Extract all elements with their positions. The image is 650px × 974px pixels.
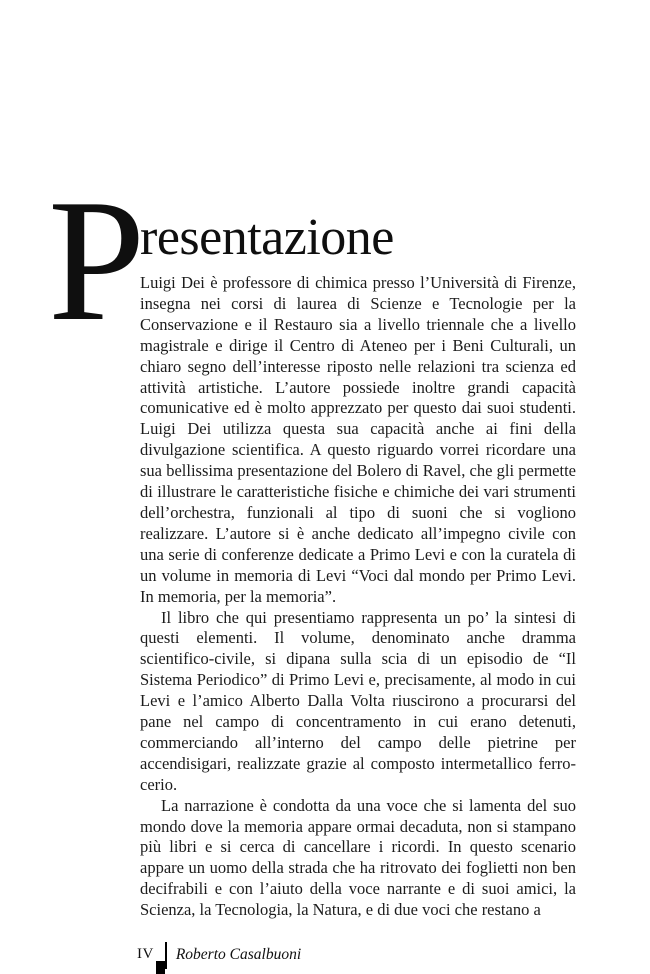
- page-title: resentazione: [140, 209, 394, 266]
- footer-bottom-bar: [156, 961, 165, 974]
- paragraph-3: La narrazione è condotta da una voce che si lamenta del suo mondo dove la memoria appare ormai decaduta, non si stampano più libri e si cerca di cancellare i ricordi. In questo scenario appare un uomo della strada che ha ritrovato dei foglietti non ben decifrabili e con l’aiuto della voce narrante e di suoi amici, la Scienza, la Tecnologia, la Natura, e di due voci che restano a: [140, 795, 576, 920]
- text-column: [140, 209, 576, 921]
- paragraph-2: Il libro che qui presentiamo rappresenta un po’ la sintesi di questi elementi. Il volume, denominato anche dramma scientifico-civile, si dipana sulla scia di un episodio de “Il Sistema Periodico” di Primo Levi e, precisamente, al modo in cui Levi e l’amico Alberto Dalla Volta riuscirono a procurarsi del pane nel campo di concentramento in cui erano detenuti, commerciando all’interno del campo delle pietrine per accendisigari, realizzate grazie al composto intermetallico ferro-cerio.: [140, 607, 576, 794]
- footer-author: Roberto Casalbuoni: [175, 946, 302, 963]
- footer-separator-rule: [165, 942, 167, 969]
- drop-cap-letter: P: [48, 163, 146, 357]
- paragraph-1: Luigi Dei è professore di chimica presso l’Università di Firenze, insegna nei corsi di laurea di Scienze e Tecnologie per la Conservazione e il Restauro sia a livello triennale che a livello magistrale e dirige il Centro di Ateneo per i Beni Culturali, un chiaro segno dell’interesse riposto nelle relazioni tra scienza ed attività artistiche. L’autore possiede inoltre grandi capacità comunicative ed è molto apprezzato per questo dai suoi studenti. Luigi Dei utilizza questa sua capacità anche ai fini della divulgazione scientifica. A questo riguardo vorrei ricordare una sua bellissima presentazione del Bolero di Ravel, che gli permette di illustrare le caratteristiche fisiche e chimiche dei vari strumenti dell’orchestra, funzionali al tipo di suoni che si vogliono realizzare. L’autore si è anche dedicato all’impegno civile con una serie di conferenze dedicate a Primo Levi e con la curatela di un volume in memoria di Levi “Voci dal mondo per Primo Levi. In memoria, per la memoria”.: [140, 273, 576, 606]
- page-number: IV: [137, 946, 154, 962]
